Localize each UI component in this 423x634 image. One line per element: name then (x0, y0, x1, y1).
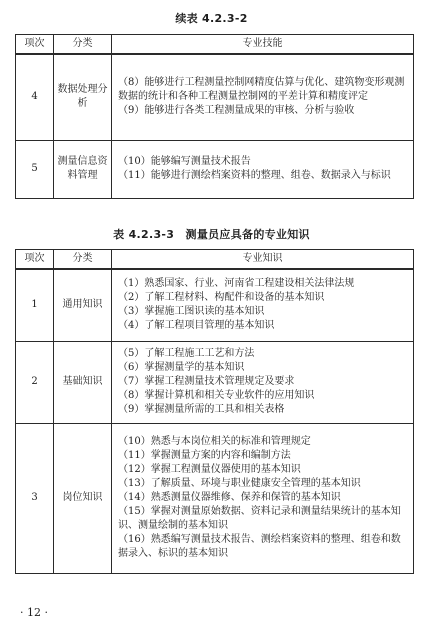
list-item: （14）熟悉测量仪器维修、保养和保管的基本知识 (118, 492, 341, 503)
list-item: （5）了解工程施工工艺和方法 (118, 348, 255, 359)
table2-header-category: 分类 (54, 250, 112, 270)
row-index: 1 (16, 269, 54, 341)
row-category: 数据处理分析 (54, 54, 112, 140)
table2-header-content: 专业知识 (112, 250, 414, 270)
list-item: （9）能够进行各类工程测量成果的审核、分析与验收 (118, 105, 355, 117)
list-item: （3）掌握施工图识读的基本知识 (118, 306, 265, 318)
table2 (15, 249, 414, 574)
list-item: （8）能够进行工程测量控制网精度估算与优化、建筑物变形观测数据的统计和各种工程测量控制网的平差计算和精度评定 (118, 77, 405, 103)
list-item: （7）掌握工程测量技术管理规定及要求 (118, 376, 295, 387)
table1-header-row (16, 35, 414, 55)
row-content (112, 423, 414, 573)
table1-header-index: 项次 (16, 35, 54, 55)
row-category: 岗位知识 (54, 423, 112, 573)
list-item: （15）掌握对测量原始数据、资料记录和测量结果统计的基本知识、测量绘制的基本知识 (118, 506, 401, 531)
row-category: 通用知识 (54, 269, 112, 341)
list-item: （13）了解质量、环境与职业健康安全管理的基本知识 (118, 478, 361, 489)
list-item: （4）了解工程项目管理的基本知识 (118, 320, 275, 332)
list-item: （16）熟悉编写测量技术报告、测绘档案资料的整理、组卷和数据录入、标识的基本知识 (118, 534, 401, 559)
row-index: 5 (16, 140, 54, 198)
table-row (16, 54, 414, 140)
table1-header-category: 分类 (54, 35, 112, 55)
row-content (112, 54, 414, 140)
list-item: （6）掌握测量学的基本知识 (118, 362, 245, 373)
list-item: （8）掌握计算机和相关专业软件的应用知识 (118, 390, 315, 401)
row-category: 基础知识 (54, 341, 112, 423)
table-row (16, 269, 414, 341)
table1-header-content: 专业技能 (112, 35, 414, 55)
table-row (16, 423, 414, 573)
list-item: （10）能够编写测量技术报告 (118, 156, 251, 167)
list-item: （11）掌握测量方案的内容和编制方法 (118, 450, 291, 461)
table2-header-index: 项次 (16, 250, 54, 270)
table-row (16, 140, 414, 198)
row-index: 2 (16, 341, 54, 423)
list-item: （10）熟悉与本岗位相关的标准和管理规定 (118, 436, 311, 447)
row-index: 3 (16, 423, 54, 573)
list-item: （11）能够进行测绘档案资料的整理、组卷、数据录入与标识 (118, 170, 391, 181)
list-item: （1）熟悉国家、行业、河南省工程建设相关法律法规 (118, 278, 355, 290)
row-content (112, 269, 414, 341)
row-content (112, 341, 414, 423)
table2-title: 表 4.2.3-3 测量员应具备的专业知识 (113, 228, 310, 241)
row-category: 测量信息资料管理 (54, 140, 112, 198)
list-item: （12）掌握工程测量仪器使用的基本知识 (118, 464, 301, 475)
row-index: 4 (16, 54, 54, 140)
table1 (15, 34, 414, 199)
table1-title: 续表 4.2.3-2 (175, 12, 248, 25)
list-item: （2）了解工程材料、构配件和设备的基本知识 (118, 292, 325, 304)
list-item: （9）掌握测量所需的工具和相关表格 (118, 404, 285, 415)
page-number: · 12 · (20, 606, 48, 619)
table2-header-row (16, 250, 414, 270)
table-row (16, 341, 414, 423)
row-content (112, 140, 414, 198)
